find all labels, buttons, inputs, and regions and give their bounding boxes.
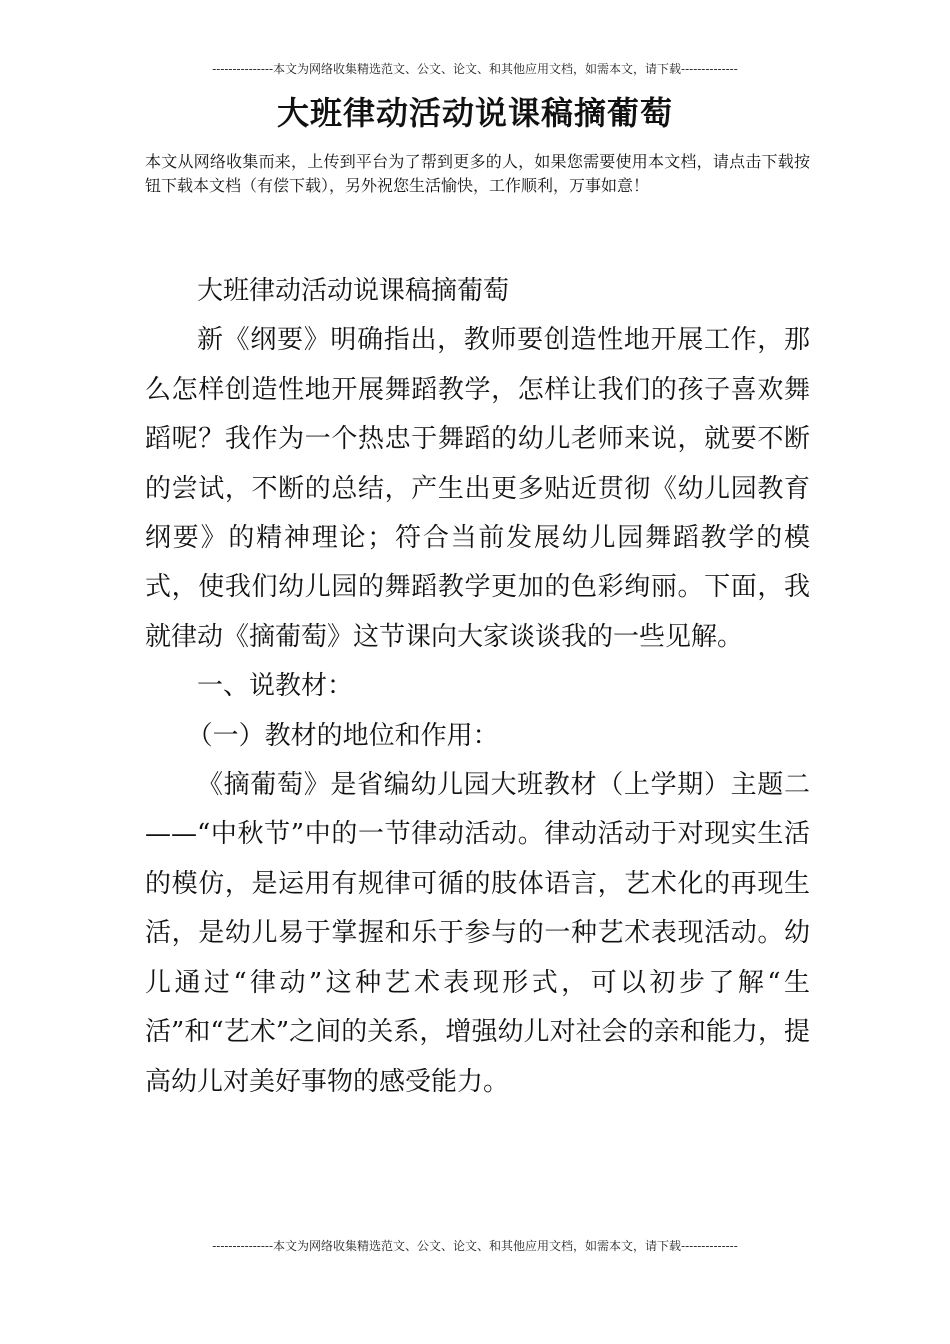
document-title: 大班律动活动说课稿摘葡萄 [276, 94, 673, 132]
section-heading: 一、说教材： [197, 671, 354, 702]
subsection-heading: （一）教材的地位和作用： [186, 720, 499, 751]
body-paragraph: 《摘葡萄》是省编幼儿园大班教材（上学期）主题二——“中秋节”中的一节律动活动。律动活动于对现实生活的模仿，是运用有规律可循的肢体语言，艺术化的再现生活，是幼儿易于掌握和乐于参与的一种艺术表现活动。幼儿通过“律动”这种艺术表现形式，可以初步了解“生活”和“艺术”之间的关系，增强幼儿对社会的亲和能力，提高幼儿对美好事物的感受能力。 [145, 770, 810, 1097]
intro-notice: 本文从网络收集而来，上传到平台为了帮到更多的人，如果您需要使用本文档，请点击下载按钮下载本文档（有偿下载），另外祝您生活愉快，工作顺利，万事如意！ [145, 152, 810, 195]
document-body [145, 267, 810, 1107]
body-paragraph: 新《纲要》明确指出，教师要创造性地开展工作，那么怎样创造性地开展舞蹈教学，怎样让我们的孩子喜欢舞蹈呢？我作为一个热忠于舞蹈的幼儿老师来说，就要不断的尝试，不断的总结，产生出更多贴近贯彻《幼儿园教育纲要》的精神理论；符合当前发展幼儿园舞蹈教学的模式，使我们幼儿园的舞蹈教学更加的色彩绚丽。下面，我就律动《摘葡萄》这节课向大家谈谈我的一些见解。 [145, 325, 810, 652]
header-banner: ---------------本文为网络收集精选范文、公文、论文、和其他应用文档，如需本文，请下载-------------- [212, 62, 738, 76]
footer-banner: ---------------本文为网络收集精选范文、公文、论文、和其他应用文档，如需本文，请下载-------------- [212, 1239, 738, 1253]
body-heading: 大班律动活动说课稿摘葡萄 [197, 276, 510, 306]
